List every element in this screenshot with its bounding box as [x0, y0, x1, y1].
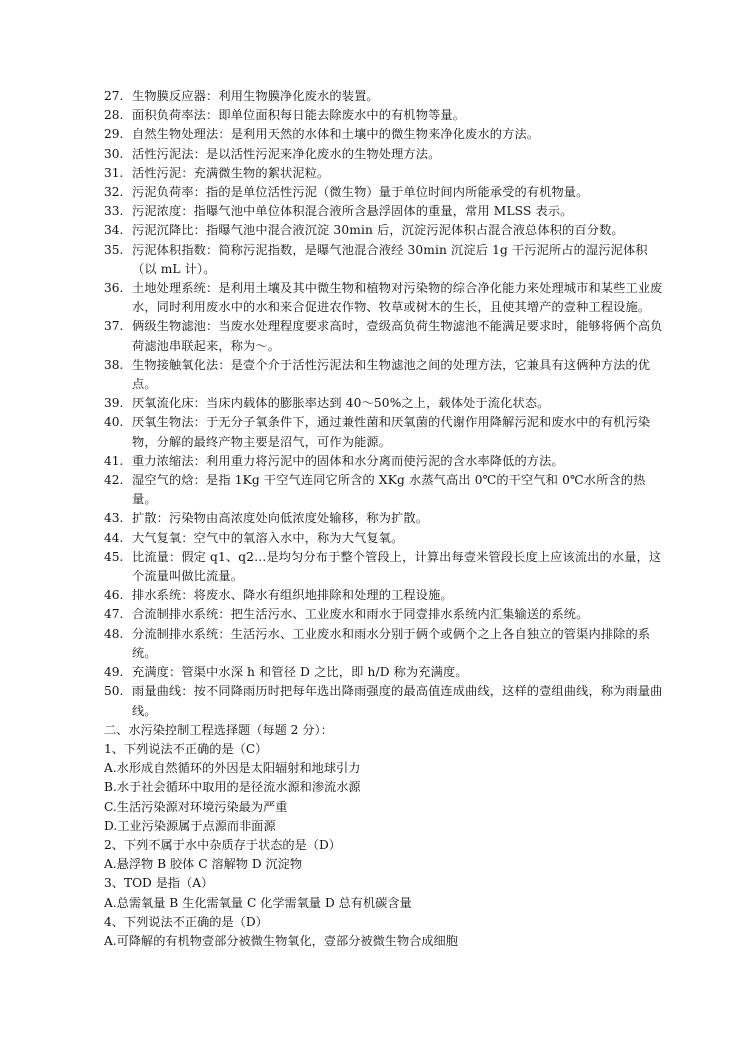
item-number: 45. [104, 549, 124, 564]
definition-item [104, 87, 664, 106]
definition-item [104, 356, 664, 394]
question-option: A.可降解的有机物壹部分被微生物氧化，壹部分被微生物合成细胞 [104, 933, 458, 948]
definition-item [104, 202, 664, 221]
item-number: 29. [104, 127, 124, 142]
item-number: 39. [104, 396, 124, 411]
item-number: 49. [104, 665, 124, 680]
definition-item [104, 279, 664, 317]
definition-item [104, 106, 664, 125]
definition-item [104, 548, 664, 586]
item-number: 38. [104, 357, 124, 372]
definition-item [104, 221, 664, 240]
item-number: 32. [104, 185, 124, 200]
definition-item [104, 394, 664, 413]
item-number: 50. [104, 684, 124, 699]
item-text: 雨量曲线：按不同降雨历时把每年选出降雨强度的最高值连成曲线，这样的壹组曲线，称为雨量曲线。 [132, 684, 663, 718]
item-text: 自然生物处理法：是利用天然的水体和土壤中的微生物来净化废水的方法。 [132, 127, 540, 142]
item-text: 扩散：污染物由高浓度处向低浓度处输移，称为扩散。 [132, 511, 429, 526]
question-line: 2、下列不属于水中杂质存于状态的是（D） [104, 837, 341, 852]
question-option: A.总需氧量 B 生化需氧量 C 化学需氧量 D 总有机碳含量 [104, 895, 412, 910]
item-text: 分流制排水系统：生活污水、工业废水和雨水分别于俩个或俩个之上各自独立的管渠内排除的系统。 [132, 626, 651, 660]
item-number: 41. [104, 453, 124, 468]
question-option: A.悬浮物 B 胶体 C 溶解物 D 沉淀物 [104, 857, 303, 872]
item-number: 37. [104, 319, 124, 334]
definition-item [104, 605, 664, 624]
item-number: 27. [104, 89, 124, 103]
item-text: 大气复氧：空气中的氧溶入水中，称为大气复氧。 [132, 530, 404, 545]
item-text: 污泥浓度：指曝气池中单位体积混合液所含悬浮固体的重量，常用 MLSS 表示。 [132, 204, 573, 219]
question-line: 4、下列说法不正确的是（D） [104, 914, 268, 929]
item-number: 46. [104, 588, 124, 603]
definition-item [104, 529, 664, 548]
item-text: 活性污泥法：是以活性污泥来净化废水的生物处理方法。 [132, 146, 441, 161]
item-number: 48. [104, 626, 124, 641]
item-number: 28. [104, 108, 124, 123]
item-text: 面积负荷率法：即单位面积每日能去除废水中的有机物等量。 [132, 108, 466, 123]
definition-item [104, 682, 664, 720]
item-text: 活性污泥：充满微生物的絮状泥粒。 [132, 165, 330, 180]
question-option: D.工业污染源属于点源而非面源 [104, 818, 276, 833]
definition-item [104, 509, 664, 528]
item-number: 35. [104, 242, 124, 257]
definition-item [104, 625, 664, 663]
item-text: 俩级生物滤池：当废水处理程度要求高时，壹级高负荷生物滤池不能满足要求时，能够将俩个高负荷滤池串联起来，称为～。 [132, 319, 663, 353]
definition-item [104, 164, 664, 183]
item-text: 合流制排水系统：把生活污水、工业废水和雨水于同壹排水系统内汇集输送的系统。 [132, 607, 589, 622]
item-text: 湿空气的焓：是指 1Kg 干空气连同它所含的 XKg 水蒸气高出 0℃的干空气和 0℃水所含的热量。 [132, 473, 646, 507]
item-text: 污泥负荷率：指的是单位活性污泥（微生物）量于单位时间内所能承受的有机物量。 [132, 185, 589, 200]
item-number: 47. [104, 607, 124, 622]
item-text: 土地处理系统：是利用土壤及其中微生物和植物对污染物的综合净化能力来处理城市和某些工业废水，同时利用废水中的水和来合促进农作物、牧草或树木的生长，且使其增产的壹种工程设施。 [132, 281, 663, 315]
item-text: 重力浓缩法：利用重力将污泥中的固体和水分离而使污泥的含水率降低的方法。 [132, 453, 564, 468]
definition-item [104, 145, 664, 164]
item-number: 31. [104, 165, 124, 180]
item-number: 42. [104, 473, 124, 488]
question-option: B.水于社会循环中取用的是径流水源和渗流水源 [104, 780, 361, 795]
item-text: 排水系统：将废水、降水有组织地排除和处理的工程设施。 [132, 588, 453, 603]
definition-item [104, 317, 664, 355]
section-heading: 二、水污染控制工程选择题（每题 2 分）： [104, 722, 333, 737]
definition-item [104, 663, 664, 682]
item-number: 34. [104, 223, 124, 238]
item-text: 厌氧流化床：当床内载体的膨胀率达到 40～50%之上，载体处于流化状态。 [132, 396, 550, 411]
item-text: 厌氧生物法：于无分子氧条件下，通过兼性菌和厌氧菌的代谢作用降解污泥和废水中的有机污染物，分解的最终产物主要是沼气，可作为能源。 [132, 415, 651, 449]
item-text: 污泥沉降比：指曝气池中混合液沉淀 30min 后，沉淀污泥体积占混合液总体积的百分数。 [132, 223, 624, 238]
item-text: 污泥体积指数：简称污泥指数，是曝气池混合液经 30min 沉淀后 1g 干污泥所占的湿污泥体积（以 mL 计）。 [132, 242, 648, 276]
item-text: 生物膜反应器：利用生物膜净化废水的装置。 [132, 89, 379, 103]
item-number: 44. [104, 530, 124, 545]
definition-item [104, 241, 664, 279]
item-text: 生物接触氧化法：是壹个介于活性污泥法和生物滤池之间的处理方法，它兼具有这俩种方法的优点。 [132, 357, 651, 392]
document-body [104, 87, 664, 951]
item-number: 36. [104, 281, 124, 296]
definition-item [104, 452, 664, 471]
item-text: 充满度：管渠中水深 h 和管径 D 之比，即 h/D 称为充满度。 [132, 665, 468, 680]
item-number: 33. [104, 204, 124, 219]
question-option: A.水形成自然循环的外因是太阳辐射和地球引力 [104, 761, 361, 776]
definition-item [104, 586, 664, 605]
definition-item [104, 183, 664, 202]
question-option: C.生活污染源对环境污染最为严重 [104, 799, 288, 814]
definition-item [104, 471, 664, 509]
definition-item [104, 413, 664, 451]
item-number: 30. [104, 146, 124, 161]
item-number: 40. [104, 415, 124, 430]
question-line: 3、TOD 是指（A） [104, 876, 214, 891]
question-line: 1、下列说法不正确的是（C） [104, 741, 268, 756]
definition-item [104, 125, 664, 144]
item-number: 43. [104, 511, 124, 526]
item-text: 比流量：假定 q1、q2…是均匀分布于整个管段上，计算出每壹米管段长度上应该流出的水量，这个流量叫做比流量。 [132, 549, 662, 584]
